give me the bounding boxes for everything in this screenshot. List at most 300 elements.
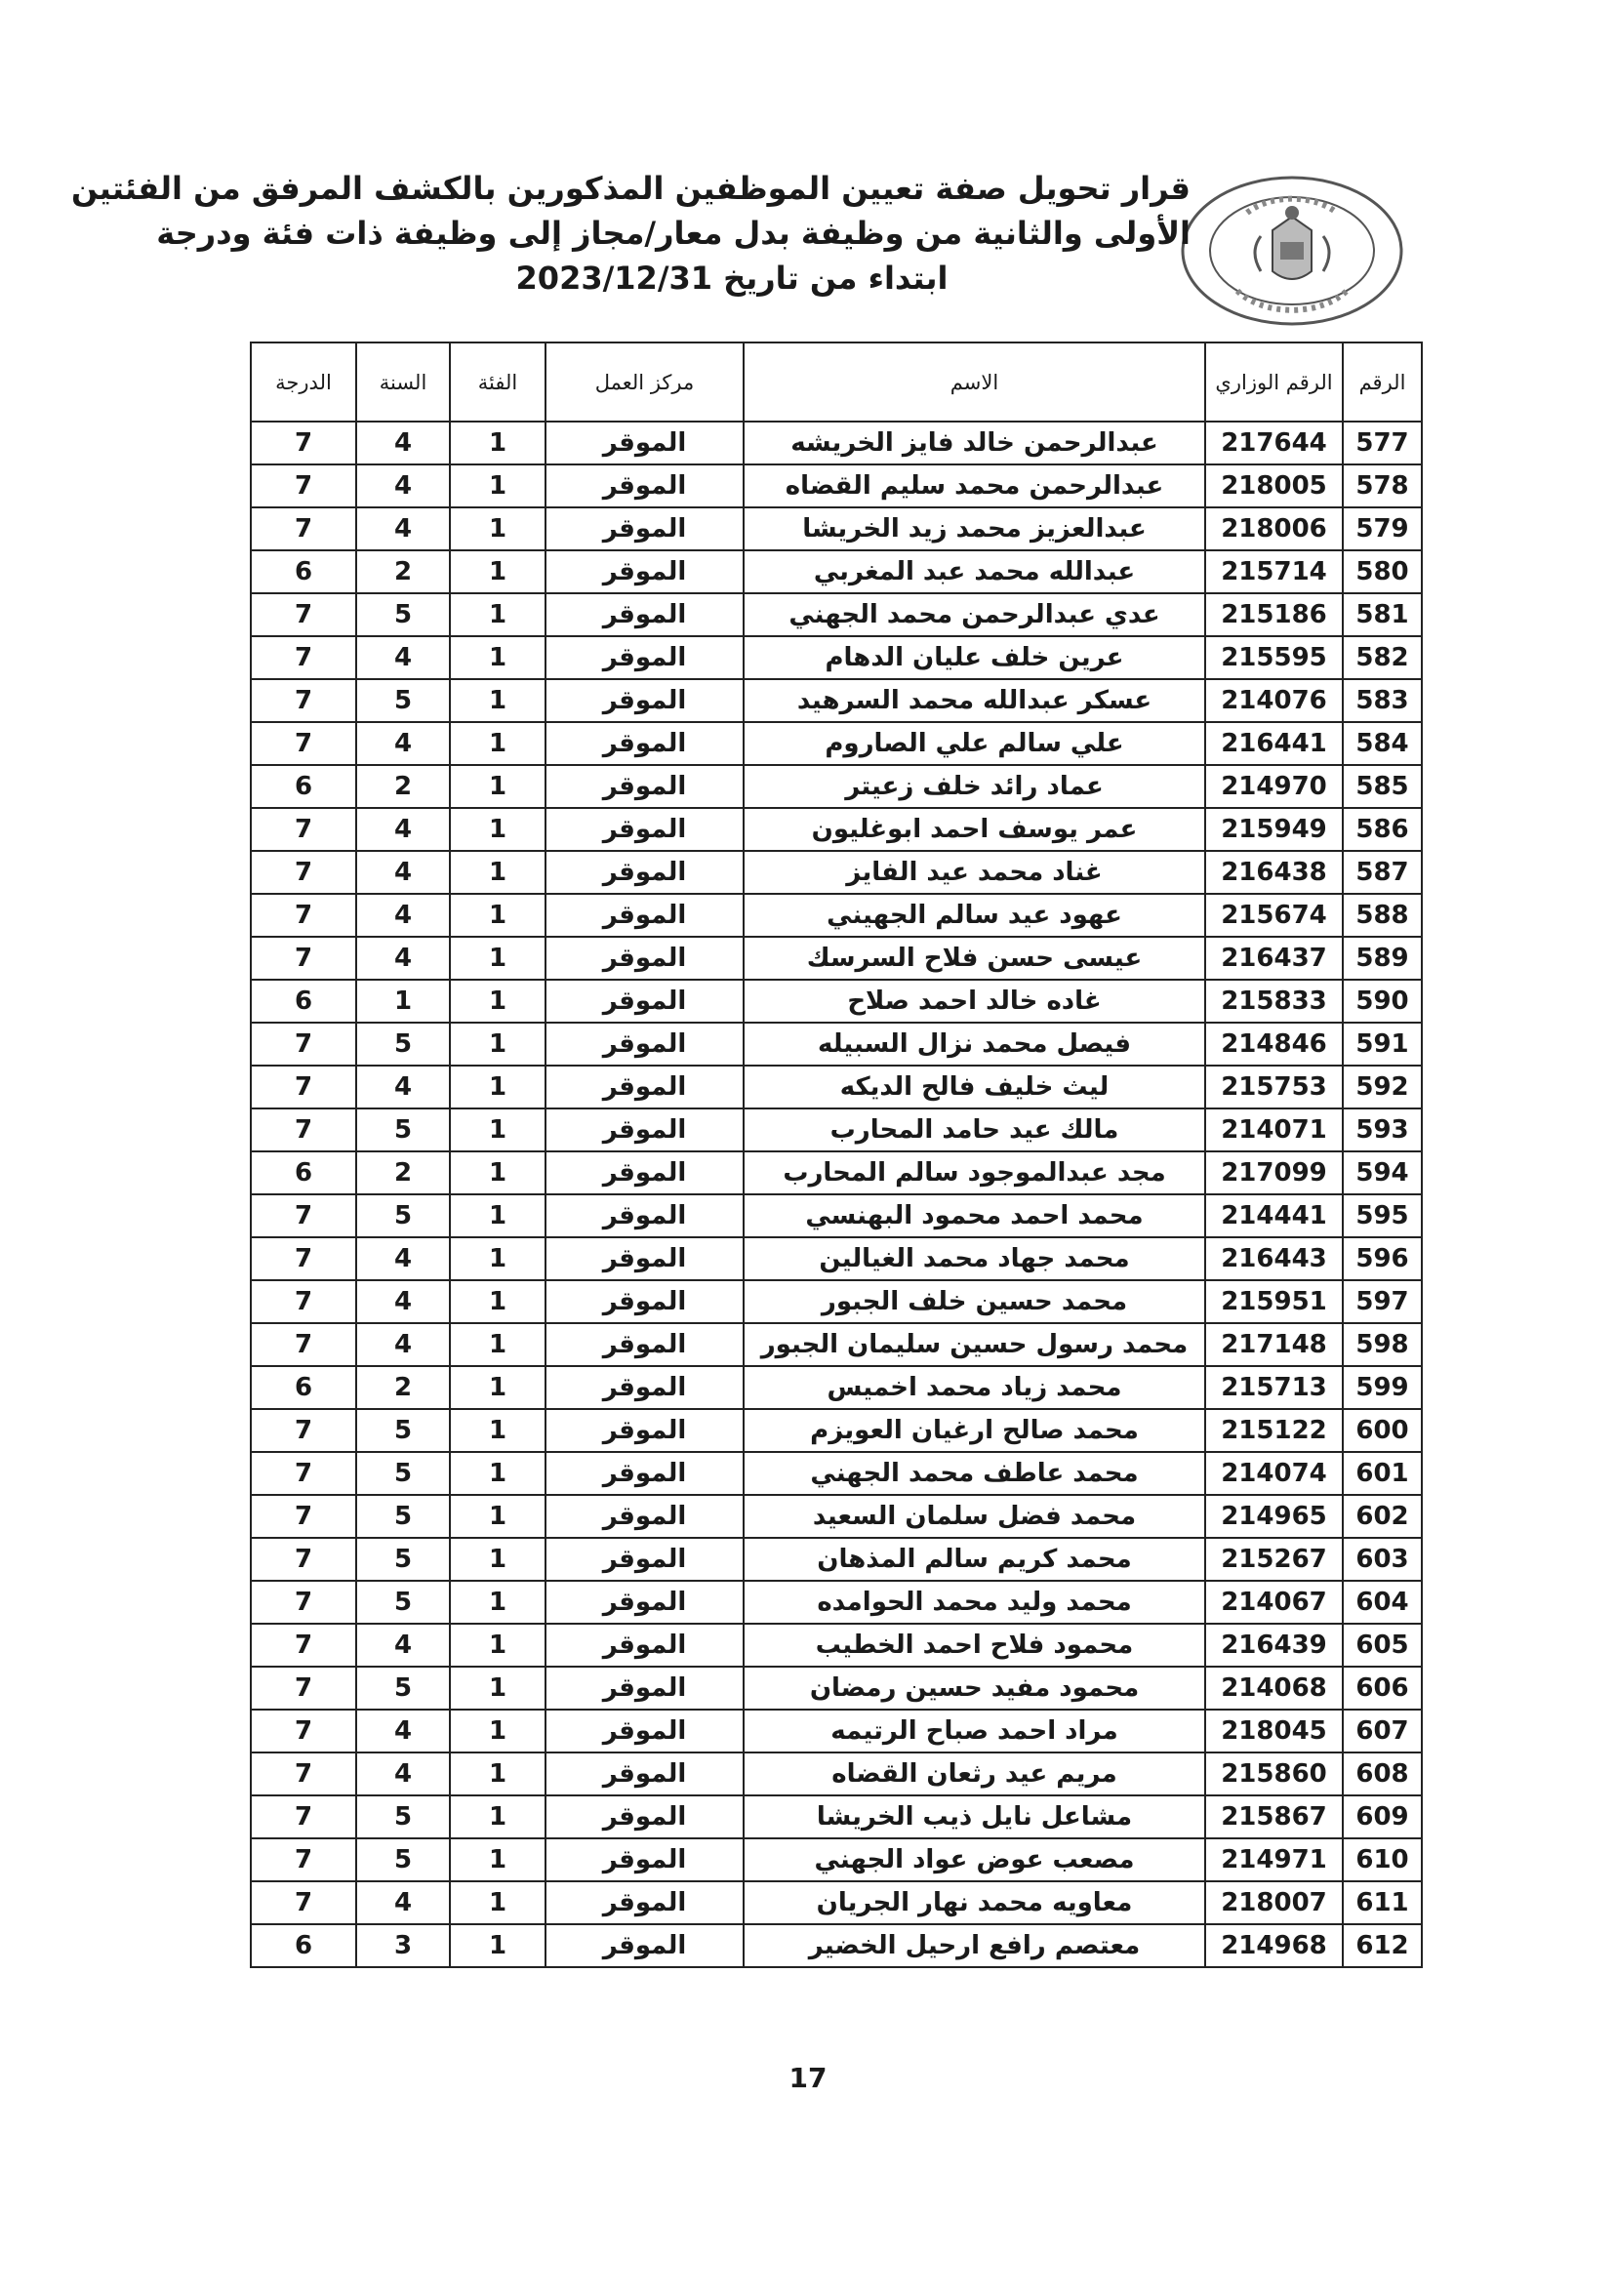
table-row — [251, 1581, 1422, 1624]
cell-ministry-no: 218005 — [1205, 464, 1343, 507]
cell-workplace: الموقر — [545, 1881, 744, 1924]
cell-year: 5 — [356, 1795, 450, 1838]
table-row — [251, 1538, 1422, 1581]
cell-name: محمد وليد محمد الحوامده — [744, 1581, 1205, 1624]
cell-name: محمود مفيد حسين رمضان — [744, 1667, 1205, 1710]
cell-no: 578 — [1343, 464, 1422, 507]
cell-ministry-no: 218045 — [1205, 1710, 1343, 1752]
cell-no: 585 — [1343, 765, 1422, 808]
cell-category: 1 — [450, 1838, 545, 1881]
cell-no: 587 — [1343, 851, 1422, 894]
table-row — [251, 1924, 1422, 1967]
cell-ministry-no: 215267 — [1205, 1538, 1343, 1581]
cell-workplace: الموقر — [545, 636, 744, 679]
cell-category: 1 — [450, 1924, 545, 1967]
cell-no: 591 — [1343, 1023, 1422, 1066]
cell-workplace: الموقر — [545, 980, 744, 1023]
cell-ministry-no: 218007 — [1205, 1881, 1343, 1924]
cell-grade: 7 — [251, 1581, 356, 1624]
cell-ministry-no: 218006 — [1205, 507, 1343, 550]
header-name: الاسم — [744, 342, 1205, 422]
cell-category: 1 — [450, 1795, 545, 1838]
cell-workplace: الموقر — [545, 1151, 744, 1194]
cell-grade: 7 — [251, 1066, 356, 1108]
cell-grade: 7 — [251, 679, 356, 722]
cell-no: 577 — [1343, 422, 1422, 464]
title-line-1: قرار تحويل صفة تعيين الموظفين المذكورين بالكشف المرفق من الفئتين — [70, 170, 1191, 207]
cell-no: 603 — [1343, 1538, 1422, 1581]
cell-name: عبدالرحمن خالد فايز الخريشه — [744, 422, 1205, 464]
table-row — [251, 1323, 1422, 1366]
table-row — [251, 1066, 1422, 1108]
cell-grade: 7 — [251, 1624, 356, 1667]
cell-ministry-no: 216437 — [1205, 937, 1343, 980]
cell-workplace: الموقر — [545, 937, 744, 980]
cell-ministry-no: 216441 — [1205, 722, 1343, 765]
cell-year: 5 — [356, 1452, 450, 1495]
cell-grade: 7 — [251, 1237, 356, 1280]
table-row — [251, 422, 1422, 464]
cell-name: محمد فضل سلمان السعيد — [744, 1495, 1205, 1538]
cell-name: محمد كريم سالم المذهان — [744, 1538, 1205, 1581]
cell-ministry-no: 215674 — [1205, 894, 1343, 937]
cell-no: 589 — [1343, 937, 1422, 980]
cell-year: 5 — [356, 1581, 450, 1624]
header-ministry-no: الرقم الوزاري — [1205, 342, 1343, 422]
cell-grade: 6 — [251, 765, 356, 808]
cell-workplace: الموقر — [545, 808, 744, 851]
cell-workplace: الموقر — [545, 1838, 744, 1881]
cell-name: مصعب عوض عواد الجهني — [744, 1838, 1205, 1881]
cell-no: 607 — [1343, 1710, 1422, 1752]
cell-workplace: الموقر — [545, 507, 744, 550]
table-body — [251, 422, 1422, 1967]
cell-category: 1 — [450, 1237, 545, 1280]
cell-category: 1 — [450, 1023, 545, 1066]
cell-year: 4 — [356, 722, 450, 765]
cell-name: ليث خليف فالح الديكه — [744, 1066, 1205, 1108]
cell-year: 2 — [356, 550, 450, 593]
seal-emblem-icon — [1179, 174, 1405, 328]
table-row — [251, 1838, 1422, 1881]
cell-name: عيسى حسن فلاح السرسك — [744, 937, 1205, 980]
cell-year: 3 — [356, 1924, 450, 1967]
cell-no: 590 — [1343, 980, 1422, 1023]
cell-name: علي سالم علي الصاروم — [744, 722, 1205, 765]
cell-ministry-no: 215867 — [1205, 1795, 1343, 1838]
cell-ministry-no: 216439 — [1205, 1624, 1343, 1667]
cell-no: 606 — [1343, 1667, 1422, 1710]
cell-workplace: الموقر — [545, 1194, 744, 1237]
cell-no: 612 — [1343, 1924, 1422, 1967]
table-row — [251, 1366, 1422, 1409]
cell-name: مشاعل نايل ذيب الخريشا — [744, 1795, 1205, 1838]
table-row — [251, 1151, 1422, 1194]
cell-ministry-no: 214071 — [1205, 1108, 1343, 1151]
cell-year: 5 — [356, 1538, 450, 1581]
cell-category: 1 — [450, 1366, 545, 1409]
cell-workplace: الموقر — [545, 1366, 744, 1409]
cell-workplace: الموقر — [545, 1924, 744, 1967]
table-row — [251, 507, 1422, 550]
cell-no: 610 — [1343, 1838, 1422, 1881]
cell-ministry-no: 217099 — [1205, 1151, 1343, 1194]
table-row — [251, 1409, 1422, 1452]
cell-year: 4 — [356, 1881, 450, 1924]
cell-grade: 7 — [251, 464, 356, 507]
cell-year: 4 — [356, 1280, 450, 1323]
cell-grade: 7 — [251, 1795, 356, 1838]
cell-grade: 7 — [251, 593, 356, 636]
header-grade: الدرجة — [251, 342, 356, 422]
cell-grade: 7 — [251, 851, 356, 894]
table-row — [251, 1710, 1422, 1752]
cell-name: محمد احمد محمود البهنسي — [744, 1194, 1205, 1237]
cell-year: 4 — [356, 422, 450, 464]
cell-year: 4 — [356, 808, 450, 851]
cell-workplace: الموقر — [545, 1710, 744, 1752]
cell-no: 593 — [1343, 1108, 1422, 1151]
cell-category: 1 — [450, 851, 545, 894]
cell-workplace: الموقر — [545, 1752, 744, 1795]
table-row — [251, 1624, 1422, 1667]
cell-no: 600 — [1343, 1409, 1422, 1452]
cell-year: 1 — [356, 980, 450, 1023]
cell-workplace: الموقر — [545, 851, 744, 894]
cell-no: 596 — [1343, 1237, 1422, 1280]
cell-workplace: الموقر — [545, 1667, 744, 1710]
cell-ministry-no: 215714 — [1205, 550, 1343, 593]
cell-ministry-no: 214971 — [1205, 1838, 1343, 1881]
cell-year: 5 — [356, 1409, 450, 1452]
cell-workplace: الموقر — [545, 765, 744, 808]
cell-ministry-no: 215949 — [1205, 808, 1343, 851]
header-year: السنة — [356, 342, 450, 422]
cell-ministry-no: 214067 — [1205, 1581, 1343, 1624]
cell-workplace: الموقر — [545, 894, 744, 937]
cell-ministry-no: 215122 — [1205, 1409, 1343, 1452]
cell-name: محمد صالح ارغيان العويزم — [744, 1409, 1205, 1452]
cell-grade: 6 — [251, 1924, 356, 1967]
cell-year: 4 — [356, 464, 450, 507]
table-row — [251, 593, 1422, 636]
cell-ministry-no: 214068 — [1205, 1667, 1343, 1710]
table-row — [251, 1752, 1422, 1795]
cell-grade: 7 — [251, 808, 356, 851]
cell-year: 2 — [356, 1366, 450, 1409]
cell-year: 5 — [356, 1194, 450, 1237]
cell-workplace: الموقر — [545, 679, 744, 722]
title-line-2: الأولى والثانية من وظيفة بدل معار/مجاز إلى وظيفة ذات فئة ودرجة — [156, 215, 1191, 252]
cell-ministry-no: 214846 — [1205, 1023, 1343, 1066]
cell-year: 4 — [356, 1066, 450, 1108]
cell-year: 2 — [356, 765, 450, 808]
table-row — [251, 1495, 1422, 1538]
cell-name: معتصم رافع ارحيل الخضير — [744, 1924, 1205, 1967]
cell-name: عبدالله محمد عبد المغربي — [744, 550, 1205, 593]
cell-name: محمد زياد محمد اخميس — [744, 1366, 1205, 1409]
cell-name: عدي عبدالرحمن محمد الجهني — [744, 593, 1205, 636]
cell-no: 594 — [1343, 1151, 1422, 1194]
cell-name: غاده خالد احمد صلاح — [744, 980, 1205, 1023]
cell-no: 580 — [1343, 550, 1422, 593]
cell-ministry-no: 215713 — [1205, 1366, 1343, 1409]
cell-workplace: الموقر — [545, 550, 744, 593]
table-row — [251, 1452, 1422, 1495]
cell-name: مراد احمد صباح الرتيمه — [744, 1710, 1205, 1752]
cell-grade: 7 — [251, 1280, 356, 1323]
cell-no: 598 — [1343, 1323, 1422, 1366]
cell-ministry-no: 214441 — [1205, 1194, 1343, 1237]
cell-name: معاويه محمد نهار الجريان — [744, 1881, 1205, 1924]
cell-name: عرين خلف عليان الدهام — [744, 636, 1205, 679]
cell-no: 583 — [1343, 679, 1422, 722]
cell-no: 609 — [1343, 1795, 1422, 1838]
cell-name: عهود عيد سالم الجهيني — [744, 894, 1205, 937]
header-no: الرقم — [1343, 342, 1422, 422]
cell-year: 4 — [356, 1323, 450, 1366]
cell-name: محمد رسول حسين سليمان الجبور — [744, 1323, 1205, 1366]
header-category: الفئة — [450, 342, 545, 422]
cell-workplace: الموقر — [545, 1323, 744, 1366]
cell-grade: 7 — [251, 636, 356, 679]
table-row — [251, 1023, 1422, 1066]
cell-grade: 7 — [251, 1323, 356, 1366]
cell-name: عسكر عبدالله محمد السرهيد — [744, 679, 1205, 722]
cell-no: 595 — [1343, 1194, 1422, 1237]
cell-workplace: الموقر — [545, 422, 744, 464]
cell-year: 5 — [356, 1023, 450, 1066]
cell-category: 1 — [450, 1108, 545, 1151]
cell-workplace: الموقر — [545, 1795, 744, 1838]
cell-workplace: الموقر — [545, 1581, 744, 1624]
cell-workplace: الموقر — [545, 1624, 744, 1667]
title-line-3: ابتداء من تاريخ 2023/12/31 — [515, 260, 949, 297]
cell-grade: 7 — [251, 1881, 356, 1924]
table-row — [251, 679, 1422, 722]
cell-name: عبدالرحمن محمد سليم القضاه — [744, 464, 1205, 507]
table-row — [251, 808, 1422, 851]
table-row — [251, 1667, 1422, 1710]
cell-year: 4 — [356, 1752, 450, 1795]
table-row — [251, 937, 1422, 980]
cell-category: 1 — [450, 1323, 545, 1366]
cell-ministry-no: 214965 — [1205, 1495, 1343, 1538]
cell-category: 1 — [450, 1280, 545, 1323]
cell-workplace: الموقر — [545, 1409, 744, 1452]
cell-workplace: الموقر — [545, 1066, 744, 1108]
table-row — [251, 851, 1422, 894]
table-row — [251, 1194, 1422, 1237]
table-header-row — [251, 342, 1422, 422]
cell-category: 1 — [450, 1538, 545, 1581]
cell-no: 601 — [1343, 1452, 1422, 1495]
table-row — [251, 1881, 1422, 1924]
cell-year: 4 — [356, 507, 450, 550]
cell-category: 1 — [450, 636, 545, 679]
cell-ministry-no: 216438 — [1205, 851, 1343, 894]
cell-category: 1 — [450, 1151, 545, 1194]
table-row — [251, 550, 1422, 593]
cell-year: 4 — [356, 1710, 450, 1752]
cell-category: 1 — [450, 1667, 545, 1710]
cell-no: 608 — [1343, 1752, 1422, 1795]
cell-grade: 7 — [251, 894, 356, 937]
cell-no: 611 — [1343, 1881, 1422, 1924]
cell-grade: 7 — [251, 1752, 356, 1795]
cell-grade: 7 — [251, 1108, 356, 1151]
cell-grade: 6 — [251, 980, 356, 1023]
cell-year: 5 — [356, 1495, 450, 1538]
cell-category: 1 — [450, 937, 545, 980]
cell-no: 597 — [1343, 1280, 1422, 1323]
cell-category: 1 — [450, 507, 545, 550]
cell-grade: 6 — [251, 1366, 356, 1409]
cell-ministry-no: 214076 — [1205, 679, 1343, 722]
cell-grade: 7 — [251, 1538, 356, 1581]
table-row — [251, 722, 1422, 765]
cell-grade: 7 — [251, 1838, 356, 1881]
cell-year: 2 — [356, 1151, 450, 1194]
cell-category: 1 — [450, 1581, 545, 1624]
cell-grade: 7 — [251, 1409, 356, 1452]
cell-year: 4 — [356, 1237, 450, 1280]
cell-ministry-no: 214074 — [1205, 1452, 1343, 1495]
cell-workplace: الموقر — [545, 1538, 744, 1581]
cell-no: 584 — [1343, 722, 1422, 765]
cell-name: عماد رائد خلف زعيتر — [744, 765, 1205, 808]
cell-workplace: الموقر — [545, 1495, 744, 1538]
cell-ministry-no: 217148 — [1205, 1323, 1343, 1366]
cell-category: 1 — [450, 464, 545, 507]
cell-ministry-no: 217644 — [1205, 422, 1343, 464]
table-row — [251, 894, 1422, 937]
cell-ministry-no: 214970 — [1205, 765, 1343, 808]
cell-grade: 7 — [251, 507, 356, 550]
cell-ministry-no: 215833 — [1205, 980, 1343, 1023]
cell-category: 1 — [450, 1409, 545, 1452]
cell-year: 5 — [356, 593, 450, 636]
cell-workplace: الموقر — [545, 722, 744, 765]
cell-year: 4 — [356, 937, 450, 980]
cell-grade: 7 — [251, 1194, 356, 1237]
cell-year: 5 — [356, 1838, 450, 1881]
cell-grade: 7 — [251, 422, 356, 464]
cell-category: 1 — [450, 894, 545, 937]
cell-category: 1 — [450, 765, 545, 808]
cell-workplace: الموقر — [545, 1237, 744, 1280]
cell-category: 1 — [450, 722, 545, 765]
cell-no: 604 — [1343, 1581, 1422, 1624]
cell-workplace: الموقر — [545, 464, 744, 507]
header-workplace: مركز العمل — [545, 342, 744, 422]
cell-category: 1 — [450, 1452, 545, 1495]
cell-name: محمود فلاح احمد الخطيب — [744, 1624, 1205, 1667]
cell-no: 586 — [1343, 808, 1422, 851]
cell-grade: 7 — [251, 1023, 356, 1066]
cell-grade: 7 — [251, 937, 356, 980]
cell-year: 5 — [356, 679, 450, 722]
cell-no: 579 — [1343, 507, 1422, 550]
cell-workplace: الموقر — [545, 1280, 744, 1323]
cell-name: محمد حسين خلف الجبور — [744, 1280, 1205, 1323]
document-title — [70, 166, 1191, 301]
cell-grade: 7 — [251, 1495, 356, 1538]
cell-category: 1 — [450, 550, 545, 593]
table-row — [251, 1280, 1422, 1323]
cell-no: 602 — [1343, 1495, 1422, 1538]
cell-workplace: الموقر — [545, 1452, 744, 1495]
employees-table — [250, 342, 1423, 1968]
cell-grade: 7 — [251, 722, 356, 765]
table-row — [251, 464, 1422, 507]
cell-name: فيصل محمد نزال السبيله — [744, 1023, 1205, 1066]
cell-category: 1 — [450, 808, 545, 851]
cell-name: غناد محمد عيد الفايز — [744, 851, 1205, 894]
cell-no: 582 — [1343, 636, 1422, 679]
cell-category: 1 — [450, 1710, 545, 1752]
cell-ministry-no: 215951 — [1205, 1280, 1343, 1323]
table-row — [251, 1108, 1422, 1151]
cell-year: 5 — [356, 1108, 450, 1151]
cell-category: 1 — [450, 1495, 545, 1538]
ministry-seal-logo — [1179, 174, 1405, 328]
cell-ministry-no: 215595 — [1205, 636, 1343, 679]
cell-year: 4 — [356, 851, 450, 894]
cell-category: 1 — [450, 1194, 545, 1237]
cell-grade: 7 — [251, 1667, 356, 1710]
cell-name: مريم عيد رثعان القضاه — [744, 1752, 1205, 1795]
cell-no: 605 — [1343, 1624, 1422, 1667]
cell-workplace: الموقر — [545, 1108, 744, 1151]
table-row — [251, 765, 1422, 808]
cell-grade: 6 — [251, 550, 356, 593]
cell-category: 1 — [450, 1066, 545, 1108]
cell-category: 1 — [450, 422, 545, 464]
cell-grade: 6 — [251, 1151, 356, 1194]
page-number: 17 — [788, 2062, 828, 2094]
cell-name: عبدالعزيز محمد زيد الخريشا — [744, 507, 1205, 550]
cell-workplace: الموقر — [545, 1023, 744, 1066]
table-row — [251, 1795, 1422, 1838]
cell-ministry-no: 215860 — [1205, 1752, 1343, 1795]
cell-year: 4 — [356, 894, 450, 937]
cell-grade: 7 — [251, 1710, 356, 1752]
cell-category: 1 — [450, 1752, 545, 1795]
cell-name: مالك عيد حامد المحارب — [744, 1108, 1205, 1151]
cell-workplace: الموقر — [545, 593, 744, 636]
cell-no: 588 — [1343, 894, 1422, 937]
cell-ministry-no: 215753 — [1205, 1066, 1343, 1108]
cell-grade: 7 — [251, 1452, 356, 1495]
cell-year: 4 — [356, 636, 450, 679]
cell-no: 581 — [1343, 593, 1422, 636]
table-row — [251, 980, 1422, 1023]
cell-category: 1 — [450, 593, 545, 636]
cell-no: 599 — [1343, 1366, 1422, 1409]
cell-year: 5 — [356, 1667, 450, 1710]
cell-category: 1 — [450, 980, 545, 1023]
cell-name: عمر يوسف احمد ابوغليون — [744, 808, 1205, 851]
table-row — [251, 636, 1422, 679]
cell-no: 592 — [1343, 1066, 1422, 1108]
cell-ministry-no: 215186 — [1205, 593, 1343, 636]
cell-category: 1 — [450, 679, 545, 722]
cell-name: مجد عبدالموجود سالم المحارب — [744, 1151, 1205, 1194]
cell-ministry-no: 216443 — [1205, 1237, 1343, 1280]
cell-name: محمد جهاد محمد الغيالين — [744, 1237, 1205, 1280]
cell-year: 4 — [356, 1624, 450, 1667]
